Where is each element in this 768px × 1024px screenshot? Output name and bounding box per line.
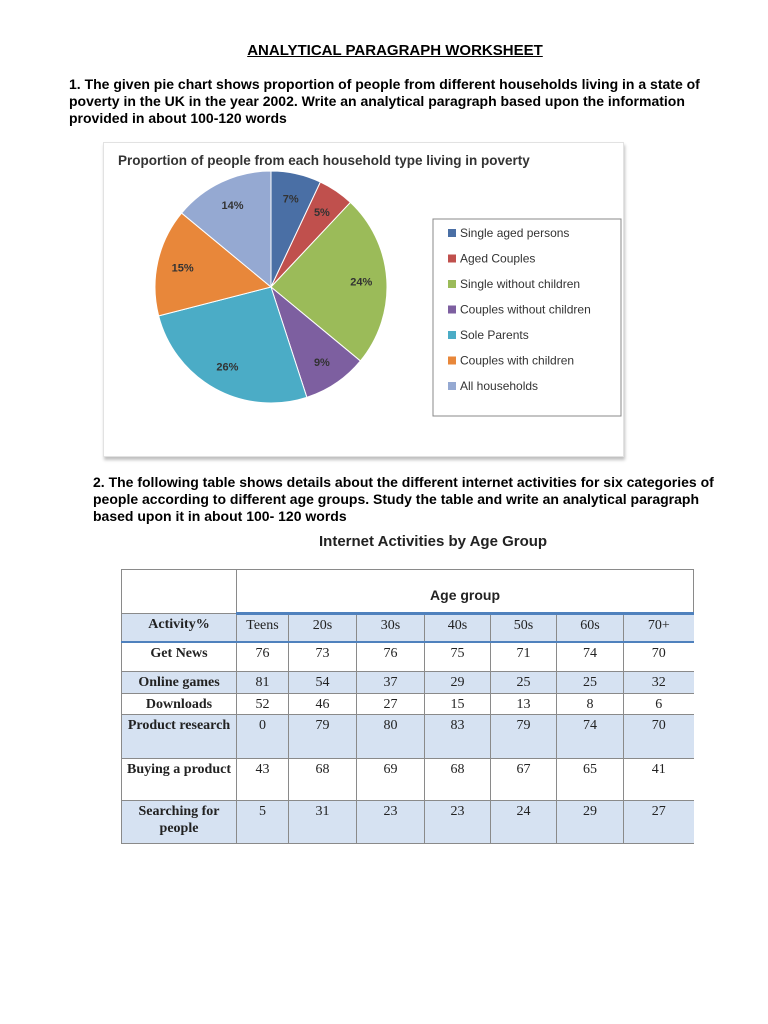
table-cell: 81 bbox=[237, 672, 289, 694]
table-cell: 15 bbox=[425, 694, 491, 715]
table-cell: 79 bbox=[289, 715, 357, 759]
chart-title: Proportion of people from each household type living in poverty bbox=[118, 153, 530, 168]
table-cell: 6 bbox=[624, 694, 694, 715]
pie-slice-label: 9% bbox=[313, 356, 330, 369]
table-cell: 71 bbox=[491, 642, 557, 672]
table-cell: 67 bbox=[491, 759, 557, 801]
legend-label: Sole Parents bbox=[460, 328, 529, 342]
activity-name: Downloads bbox=[122, 694, 237, 715]
column-header: 30s bbox=[357, 614, 425, 642]
table-cell: 32 bbox=[624, 672, 694, 694]
table-cell: 83 bbox=[425, 715, 491, 759]
column-header: 40s bbox=[425, 614, 491, 642]
age-group-header: Age group bbox=[237, 570, 694, 614]
activity-column-header: Activity% bbox=[122, 614, 237, 642]
legend-label: Single without children bbox=[460, 277, 581, 291]
table-cell: 31 bbox=[289, 801, 357, 844]
table-cell: 5 bbox=[237, 801, 289, 844]
table-cell: 52 bbox=[237, 694, 289, 715]
activity-name: Product research bbox=[122, 715, 237, 759]
table-cell: 80 bbox=[357, 715, 425, 759]
table-cell: 27 bbox=[357, 694, 425, 715]
column-header: 20s bbox=[289, 614, 357, 642]
table-cell: 8 bbox=[557, 694, 624, 715]
table-cell: 68 bbox=[425, 759, 491, 801]
table-cell: 69 bbox=[357, 759, 425, 801]
table-cell: 29 bbox=[425, 672, 491, 694]
table-cell: 29 bbox=[557, 801, 624, 844]
legend-label: Aged Couples bbox=[460, 251, 536, 266]
legend-label: Couples without children bbox=[460, 302, 591, 317]
table-cell: 37 bbox=[357, 672, 425, 694]
activity-name: Online games bbox=[122, 672, 237, 694]
table-cell: 70 bbox=[624, 715, 694, 759]
table-cell: 24 bbox=[491, 801, 557, 844]
pie-chart bbox=[104, 143, 623, 456]
pie-slice-label: 7% bbox=[282, 193, 299, 206]
table-cell: 43 bbox=[237, 759, 289, 801]
table-cell: 25 bbox=[557, 672, 624, 694]
column-header: 50s bbox=[491, 614, 557, 642]
table-cell: 68 bbox=[289, 759, 357, 801]
table-cell: 79 bbox=[491, 715, 557, 759]
legend-swatch bbox=[448, 255, 456, 263]
table-cell: 76 bbox=[237, 642, 289, 672]
table-cell: 76 bbox=[357, 642, 425, 672]
legend-swatch bbox=[448, 280, 456, 288]
question-1-text: 1. The given pie chart shows proportion of people from different households living in a state of poverty in the UK in the year 2002. Write an analytical paragraph based upon the information provided in about 100-120 words bbox=[69, 76, 700, 126]
legend-label: All households bbox=[460, 379, 539, 393]
table-cell: 46 bbox=[289, 694, 357, 715]
pie-slice-label: 5% bbox=[313, 207, 330, 220]
pie-slice-label: 26% bbox=[216, 361, 239, 374]
column-header: Teens bbox=[237, 614, 289, 642]
table-cell: 41 bbox=[624, 759, 694, 801]
legend-swatch bbox=[448, 382, 456, 390]
legend-swatch bbox=[448, 229, 456, 237]
table-title: Internet Activities by Age Group bbox=[319, 533, 548, 550]
legend-swatch bbox=[448, 357, 456, 365]
table-cell: 73 bbox=[289, 642, 357, 672]
legend-swatch bbox=[448, 331, 456, 339]
pie-slice-label: 14% bbox=[221, 200, 244, 213]
table-cell: 70 bbox=[624, 642, 694, 672]
question-2-text: 2. The following table shows details about the different internet activities for six categories of people according to different age groups. Study the table and write an analytical paragraph based upon it in about 100- 120 words bbox=[93, 474, 714, 524]
legend-label: Single aged persons bbox=[460, 226, 570, 240]
table-cell: 75 bbox=[425, 642, 491, 672]
table-cell: 23 bbox=[425, 801, 491, 844]
legend-label: Couples with children bbox=[460, 353, 575, 368]
table-cell: 27 bbox=[624, 801, 694, 844]
table-cell: 0 bbox=[237, 715, 289, 759]
pie-slice-label: 15% bbox=[171, 262, 194, 275]
worksheet-title: ANALYTICAL PARAGRAPH WORKSHEET bbox=[247, 42, 543, 59]
table-cell: 74 bbox=[557, 642, 624, 672]
activity-table-wrapper bbox=[121, 569, 693, 844]
column-header: 60s bbox=[557, 614, 624, 642]
activity-name: Buying a product bbox=[122, 759, 237, 801]
legend-swatch bbox=[448, 306, 456, 314]
table-cell: 23 bbox=[357, 801, 425, 844]
table-cell: 25 bbox=[491, 672, 557, 694]
column-header: 70+ bbox=[624, 614, 694, 642]
table-cell: 65 bbox=[557, 759, 624, 801]
table-cell: 74 bbox=[557, 715, 624, 759]
activity-name: Searching for people bbox=[122, 801, 237, 844]
pie-chart-figure bbox=[103, 142, 624, 457]
table-cell: 13 bbox=[491, 694, 557, 715]
activity-name: Get News bbox=[122, 642, 237, 672]
pie-slice-label: 24% bbox=[350, 276, 373, 289]
table-corner-cell bbox=[122, 570, 237, 614]
activity-table bbox=[121, 569, 694, 844]
table-cell: 54 bbox=[289, 672, 357, 694]
